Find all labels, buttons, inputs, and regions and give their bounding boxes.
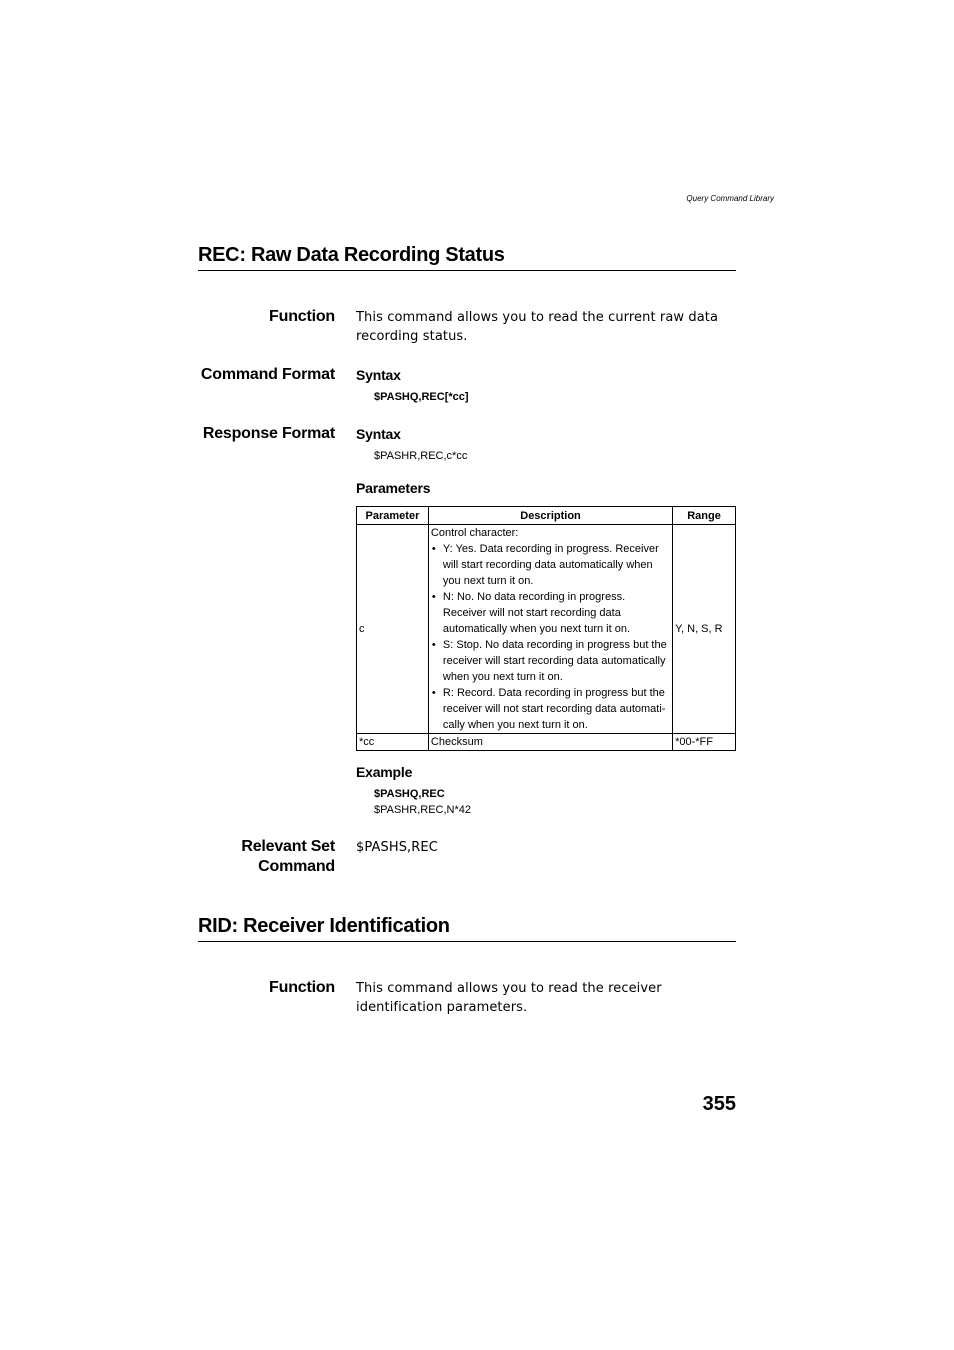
page-number: 355	[702, 1093, 736, 1115]
row-parameter: *cc	[357, 734, 429, 751]
rec-command-syntax-head: Syntax	[356, 367, 401, 383]
row-description	[428, 525, 672, 734]
table-header-parameter: Parameter	[357, 507, 429, 525]
running-head: Query Command Library	[686, 194, 774, 203]
rec-relevant-command: $PASHS,REC	[356, 840, 438, 855]
rid-section-title: RID: Receiver Identification	[198, 915, 736, 942]
row-parameter: c	[357, 525, 429, 734]
relevant-label-line2: Command	[258, 858, 335, 875]
table-header-range: Range	[673, 507, 736, 525]
table-row	[357, 525, 736, 734]
description-bullet: • N: No. No data recording in progress. Receiver will not start recording data automatically when you next turn it on.	[431, 589, 670, 637]
rec-example-head: Example	[356, 764, 413, 780]
row-range: *00-*FF	[673, 734, 736, 751]
row-range: Y, N, S, R	[673, 525, 736, 734]
rec-parameters-head: Parameters	[356, 480, 431, 496]
description-intro: Control character:	[430, 527, 519, 539]
rec-command-format-label: Command Format	[200, 366, 335, 383]
rec-relevant-set-command-label	[150, 837, 335, 877]
description-bullet: • S: Stop. No data recording in progress but the receiver will start recording data automatically when you next turn it on.	[431, 637, 670, 685]
parameters-table	[356, 506, 736, 751]
description-bullet-list	[431, 541, 670, 733]
rec-section-title: REC: Raw Data Recording Status	[198, 244, 736, 271]
rid-function-text: This command allows you to read the receiver identification parameters.	[356, 981, 662, 1015]
rec-example-response: $PASHR,REC,N*42	[374, 804, 471, 816]
table-header-description: Description	[428, 507, 672, 525]
rid-function-label: Function	[269, 979, 335, 996]
rec-response-syntax-head: Syntax	[356, 426, 401, 442]
row-description: Checksum	[428, 734, 672, 751]
rec-function-label: Function	[269, 308, 335, 325]
table-header-row	[357, 507, 736, 525]
rec-example-query: $PASHQ,REC	[374, 788, 445, 800]
rec-response-format-label: Response Format	[202, 425, 335, 442]
relevant-label-line1: Relevant Set	[241, 838, 335, 855]
rec-function-text: This command allows you to read the current raw data recording status.	[356, 310, 719, 344]
rec-response-syntax: $PASHR,REC,c*cc	[374, 450, 468, 462]
rec-command-syntax: $PASHQ,REC[*cc]	[374, 391, 469, 403]
table-row	[357, 734, 736, 751]
description-bullet: • R: Record. Data recording in progress but the receiver will not start recording data automati-cally when you next turn it on.	[431, 685, 670, 733]
description-bullet: • Y: Yes. Data recording in progress. Receiver will start recording data automatically when you next turn it on.	[431, 541, 670, 589]
